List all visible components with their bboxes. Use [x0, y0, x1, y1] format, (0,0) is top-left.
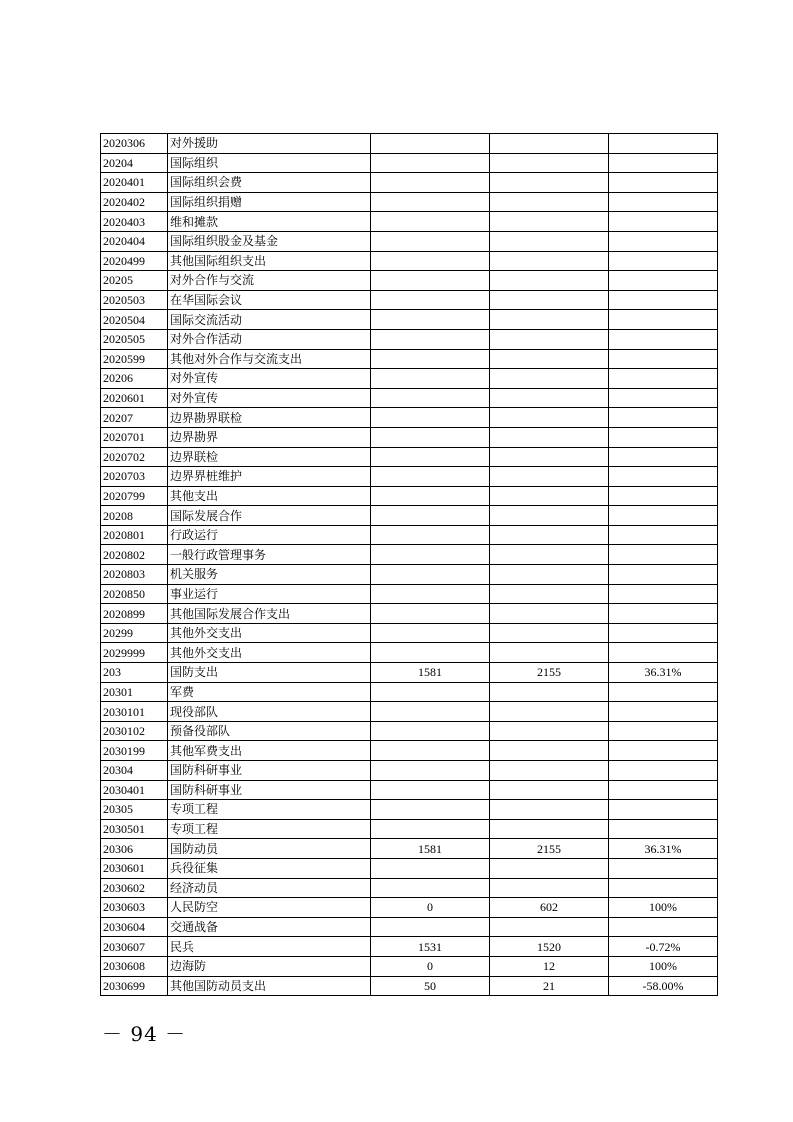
row-code-cell: 2030608 — [101, 956, 168, 976]
row-name-cell: 其他国防动员支出 — [168, 976, 371, 996]
row-name-cell: 其他对外合作与交流支出 — [168, 349, 371, 369]
row-name-cell: 事业运行 — [168, 584, 371, 604]
row-change-percent-cell — [609, 565, 718, 585]
table-row — [101, 604, 718, 624]
row-code-cell: 2030501 — [101, 819, 168, 839]
row-change-percent-cell — [609, 271, 718, 291]
row-name-cell: 人民防空 — [168, 898, 371, 918]
row-prev-amount-cell — [371, 506, 490, 526]
row-prev-amount-cell: 1531 — [371, 937, 490, 957]
row-code-cell: 2020803 — [101, 565, 168, 585]
row-name-cell: 国际组织 — [168, 153, 371, 173]
row-change-percent-cell: 36.31% — [609, 663, 718, 683]
row-name-cell: 国防科研事业 — [168, 761, 371, 781]
row-curr-amount-cell — [490, 231, 609, 251]
row-code-cell: 20204 — [101, 153, 168, 173]
row-change-percent-cell — [609, 388, 718, 408]
table-row — [101, 898, 718, 918]
row-name-cell: 边界勘界联检 — [168, 408, 371, 428]
row-curr-amount-cell — [490, 388, 609, 408]
row-prev-amount-cell — [371, 192, 490, 212]
row-change-percent-cell — [609, 623, 718, 643]
row-code-cell: 2030102 — [101, 721, 168, 741]
row-change-percent-cell — [609, 408, 718, 428]
row-code-cell: 2020702 — [101, 447, 168, 467]
row-curr-amount-cell — [490, 467, 609, 487]
row-curr-amount-cell — [490, 153, 609, 173]
row-prev-amount-cell — [371, 134, 490, 154]
table-row — [101, 388, 718, 408]
row-curr-amount-cell: 2155 — [490, 663, 609, 683]
row-name-cell: 一般行政管理事务 — [168, 545, 371, 565]
row-code-cell: 2030199 — [101, 741, 168, 761]
row-prev-amount-cell — [371, 702, 490, 722]
table-row — [101, 486, 718, 506]
row-prev-amount-cell — [371, 212, 490, 232]
row-name-cell: 边界联检 — [168, 447, 371, 467]
row-prev-amount-cell — [371, 819, 490, 839]
table-row — [101, 741, 718, 761]
row-code-cell: 2030601 — [101, 858, 168, 878]
row-code-cell: 20299 — [101, 623, 168, 643]
row-code-cell: 2020601 — [101, 388, 168, 408]
row-prev-amount-cell: 1581 — [371, 663, 490, 683]
row-code-cell: 2030602 — [101, 878, 168, 898]
row-curr-amount-cell — [490, 173, 609, 193]
row-prev-amount-cell — [371, 643, 490, 663]
row-curr-amount-cell — [490, 780, 609, 800]
row-change-percent-cell — [609, 192, 718, 212]
table-row — [101, 956, 718, 976]
row-change-percent-cell — [609, 467, 718, 487]
row-prev-amount-cell — [371, 467, 490, 487]
row-name-cell: 其他国际组织支出 — [168, 251, 371, 271]
table-row — [101, 212, 718, 232]
row-code-cell: 2020801 — [101, 525, 168, 545]
row-prev-amount-cell — [371, 545, 490, 565]
row-change-percent-cell — [609, 290, 718, 310]
row-name-cell: 兵役征集 — [168, 858, 371, 878]
row-name-cell: 国际发展合作 — [168, 506, 371, 526]
row-change-percent-cell — [609, 251, 718, 271]
table-row — [101, 878, 718, 898]
row-curr-amount-cell — [490, 604, 609, 624]
table-row — [101, 702, 718, 722]
row-name-cell: 维和摊款 — [168, 212, 371, 232]
table-row — [101, 761, 718, 781]
row-prev-amount-cell — [371, 231, 490, 251]
table-row — [101, 310, 718, 330]
row-prev-amount-cell — [371, 761, 490, 781]
row-change-percent-cell — [609, 506, 718, 526]
row-code-cell: 2020401 — [101, 173, 168, 193]
table-row — [101, 271, 718, 291]
row-change-percent-cell — [609, 134, 718, 154]
table-row — [101, 663, 718, 683]
row-code-cell: 2020499 — [101, 251, 168, 271]
row-prev-amount-cell — [371, 682, 490, 702]
row-code-cell: 20306 — [101, 839, 168, 859]
row-change-percent-cell — [609, 819, 718, 839]
row-change-percent-cell — [609, 329, 718, 349]
row-curr-amount-cell — [490, 565, 609, 585]
table-row — [101, 643, 718, 663]
table-row — [101, 369, 718, 389]
row-curr-amount-cell — [490, 682, 609, 702]
row-name-cell: 国际组织会费 — [168, 173, 371, 193]
row-name-cell: 其他国际发展合作支出 — [168, 604, 371, 624]
row-change-percent-cell — [609, 231, 718, 251]
table-row — [101, 780, 718, 800]
row-change-percent-cell — [609, 917, 718, 937]
row-curr-amount-cell: 1520 — [490, 937, 609, 957]
row-curr-amount-cell — [490, 290, 609, 310]
row-code-cell: 2020505 — [101, 329, 168, 349]
row-prev-amount-cell: 1581 — [371, 839, 490, 859]
row-code-cell: 2020799 — [101, 486, 168, 506]
row-name-cell: 预备役部队 — [168, 721, 371, 741]
row-name-cell: 国际组织股金及基金 — [168, 231, 371, 251]
table-row — [101, 447, 718, 467]
table-row — [101, 427, 718, 447]
row-curr-amount-cell — [490, 427, 609, 447]
row-change-percent-cell — [609, 878, 718, 898]
row-prev-amount-cell — [371, 878, 490, 898]
table-row — [101, 819, 718, 839]
row-code-cell: 2020850 — [101, 584, 168, 604]
row-curr-amount-cell — [490, 310, 609, 330]
row-code-cell: 20207 — [101, 408, 168, 428]
row-name-cell: 国际组织捐赠 — [168, 192, 371, 212]
row-prev-amount-cell — [371, 721, 490, 741]
row-prev-amount-cell: 0 — [371, 898, 490, 918]
row-curr-amount-cell — [490, 917, 609, 937]
row-prev-amount-cell — [371, 290, 490, 310]
row-prev-amount-cell — [371, 329, 490, 349]
row-code-cell: 2020701 — [101, 427, 168, 447]
row-prev-amount-cell — [371, 741, 490, 761]
row-curr-amount-cell — [490, 408, 609, 428]
row-code-cell: 2020802 — [101, 545, 168, 565]
row-curr-amount-cell — [490, 643, 609, 663]
table-row — [101, 467, 718, 487]
row-change-percent-cell — [609, 486, 718, 506]
row-prev-amount-cell — [371, 153, 490, 173]
row-change-percent-cell — [609, 427, 718, 447]
row-change-percent-cell — [609, 153, 718, 173]
row-name-cell: 边界勘界 — [168, 427, 371, 447]
row-prev-amount-cell — [371, 800, 490, 820]
row-curr-amount-cell — [490, 251, 609, 271]
row-name-cell: 对外合作活动 — [168, 329, 371, 349]
row-change-percent-cell — [609, 584, 718, 604]
row-curr-amount-cell — [490, 761, 609, 781]
row-name-cell: 在华国际会议 — [168, 290, 371, 310]
table-row — [101, 408, 718, 428]
row-prev-amount-cell — [371, 427, 490, 447]
row-name-cell: 国防动员 — [168, 839, 371, 859]
table-row — [101, 173, 718, 193]
row-change-percent-cell — [609, 310, 718, 330]
table-row — [101, 623, 718, 643]
row-curr-amount-cell — [490, 800, 609, 820]
table-row — [101, 545, 718, 565]
row-code-cell: 2020599 — [101, 349, 168, 369]
row-code-cell: 2030604 — [101, 917, 168, 937]
row-change-percent-cell: 36.31% — [609, 839, 718, 859]
row-curr-amount-cell — [490, 271, 609, 291]
row-change-percent-cell — [609, 369, 718, 389]
row-name-cell: 民兵 — [168, 937, 371, 957]
row-change-percent-cell — [609, 761, 718, 781]
page-number: － 94 － — [102, 1022, 187, 1046]
table-row — [101, 134, 718, 154]
row-curr-amount-cell — [490, 702, 609, 722]
row-change-percent-cell — [609, 545, 718, 565]
row-name-cell: 国防科研事业 — [168, 780, 371, 800]
table-row — [101, 329, 718, 349]
row-curr-amount-cell — [490, 329, 609, 349]
row-prev-amount-cell — [371, 917, 490, 937]
row-curr-amount-cell — [490, 858, 609, 878]
row-prev-amount-cell — [371, 369, 490, 389]
table-row — [101, 682, 718, 702]
row-code-cell: 2020403 — [101, 212, 168, 232]
row-name-cell: 军费 — [168, 682, 371, 702]
table-row — [101, 858, 718, 878]
table-row — [101, 153, 718, 173]
row-curr-amount-cell — [490, 506, 609, 526]
row-name-cell: 对外援助 — [168, 134, 371, 154]
row-name-cell: 专项工程 — [168, 800, 371, 820]
row-name-cell: 国际交流活动 — [168, 310, 371, 330]
row-change-percent-cell: 100% — [609, 898, 718, 918]
row-curr-amount-cell — [490, 623, 609, 643]
row-change-percent-cell — [609, 741, 718, 761]
row-name-cell: 专项工程 — [168, 819, 371, 839]
row-name-cell: 边界界桩维护 — [168, 467, 371, 487]
table-row — [101, 917, 718, 937]
table-row — [101, 251, 718, 271]
row-code-cell: 2020402 — [101, 192, 168, 212]
row-curr-amount-cell — [490, 447, 609, 467]
row-code-cell: 2020504 — [101, 310, 168, 330]
row-prev-amount-cell — [371, 780, 490, 800]
row-name-cell: 现役部队 — [168, 702, 371, 722]
row-curr-amount-cell — [490, 721, 609, 741]
row-change-percent-cell — [609, 447, 718, 467]
row-code-cell: 2020306 — [101, 134, 168, 154]
row-code-cell: 2020404 — [101, 231, 168, 251]
row-curr-amount-cell: 602 — [490, 898, 609, 918]
table-row — [101, 525, 718, 545]
row-prev-amount-cell — [371, 604, 490, 624]
table-row — [101, 192, 718, 212]
row-curr-amount-cell — [490, 741, 609, 761]
row-curr-amount-cell — [490, 192, 609, 212]
row-change-percent-cell — [609, 349, 718, 369]
row-code-cell: 20206 — [101, 369, 168, 389]
row-curr-amount-cell — [490, 584, 609, 604]
row-prev-amount-cell — [371, 584, 490, 604]
table-row — [101, 976, 718, 996]
row-change-percent-cell — [609, 643, 718, 663]
table-row — [101, 839, 718, 859]
row-prev-amount-cell — [371, 623, 490, 643]
row-name-cell: 交通战备 — [168, 917, 371, 937]
row-curr-amount-cell — [490, 369, 609, 389]
row-prev-amount-cell — [371, 486, 490, 506]
row-code-cell: 2030699 — [101, 976, 168, 996]
table-row — [101, 721, 718, 741]
row-change-percent-cell — [609, 702, 718, 722]
row-prev-amount-cell — [371, 525, 490, 545]
row-name-cell: 对外宣传 — [168, 388, 371, 408]
row-name-cell: 其他军费支出 — [168, 741, 371, 761]
row-code-cell: 20305 — [101, 800, 168, 820]
row-change-percent-cell — [609, 800, 718, 820]
row-change-percent-cell — [609, 604, 718, 624]
row-change-percent-cell — [609, 525, 718, 545]
row-code-cell: 20304 — [101, 761, 168, 781]
row-change-percent-cell — [609, 858, 718, 878]
row-prev-amount-cell — [371, 447, 490, 467]
row-curr-amount-cell — [490, 878, 609, 898]
row-name-cell: 机关服务 — [168, 565, 371, 585]
row-curr-amount-cell — [490, 134, 609, 154]
row-change-percent-cell: -58.00% — [609, 976, 718, 996]
row-curr-amount-cell — [490, 545, 609, 565]
row-change-percent-cell — [609, 721, 718, 741]
row-curr-amount-cell — [490, 349, 609, 369]
row-name-cell: 其他外交支出 — [168, 623, 371, 643]
row-prev-amount-cell — [371, 858, 490, 878]
table-row — [101, 800, 718, 820]
row-prev-amount-cell — [371, 565, 490, 585]
row-name-cell: 经济动员 — [168, 878, 371, 898]
row-code-cell: 2030401 — [101, 780, 168, 800]
row-name-cell: 其他外交支出 — [168, 643, 371, 663]
row-prev-amount-cell: 0 — [371, 956, 490, 976]
row-curr-amount-cell: 21 — [490, 976, 609, 996]
row-code-cell: 20301 — [101, 682, 168, 702]
table-row — [101, 290, 718, 310]
row-change-percent-cell: -0.72% — [609, 937, 718, 957]
row-code-cell: 203 — [101, 663, 168, 683]
row-name-cell: 对外合作与交流 — [168, 271, 371, 291]
row-curr-amount-cell — [490, 486, 609, 506]
row-name-cell: 国防支出 — [168, 663, 371, 683]
row-curr-amount-cell — [490, 212, 609, 232]
table-row — [101, 506, 718, 526]
table-row — [101, 349, 718, 369]
row-prev-amount-cell — [371, 251, 490, 271]
row-change-percent-cell: 100% — [609, 956, 718, 976]
row-prev-amount-cell: 50 — [371, 976, 490, 996]
row-change-percent-cell — [609, 212, 718, 232]
budget-table-body — [101, 134, 718, 996]
row-curr-amount-cell: 12 — [490, 956, 609, 976]
row-prev-amount-cell — [371, 271, 490, 291]
row-code-cell: 2020503 — [101, 290, 168, 310]
table-row — [101, 231, 718, 251]
row-change-percent-cell — [609, 173, 718, 193]
row-code-cell: 2030607 — [101, 937, 168, 957]
row-change-percent-cell — [609, 780, 718, 800]
row-prev-amount-cell — [371, 388, 490, 408]
row-name-cell: 行政运行 — [168, 525, 371, 545]
budget-table — [100, 133, 718, 996]
row-code-cell: 2030603 — [101, 898, 168, 918]
table-row — [101, 584, 718, 604]
row-curr-amount-cell: 2155 — [490, 839, 609, 859]
row-code-cell: 2030101 — [101, 702, 168, 722]
row-code-cell: 2029999 — [101, 643, 168, 663]
row-name-cell: 其他支出 — [168, 486, 371, 506]
row-curr-amount-cell — [490, 525, 609, 545]
row-prev-amount-cell — [371, 349, 490, 369]
row-code-cell: 2020703 — [101, 467, 168, 487]
row-prev-amount-cell — [371, 173, 490, 193]
table-row — [101, 565, 718, 585]
row-prev-amount-cell — [371, 408, 490, 428]
row-name-cell: 对外宣传 — [168, 369, 371, 389]
row-prev-amount-cell — [371, 310, 490, 330]
table-row — [101, 937, 718, 957]
row-code-cell: 2020899 — [101, 604, 168, 624]
row-change-percent-cell — [609, 682, 718, 702]
row-name-cell: 边海防 — [168, 956, 371, 976]
row-curr-amount-cell — [490, 819, 609, 839]
row-code-cell: 20205 — [101, 271, 168, 291]
row-code-cell: 20208 — [101, 506, 168, 526]
